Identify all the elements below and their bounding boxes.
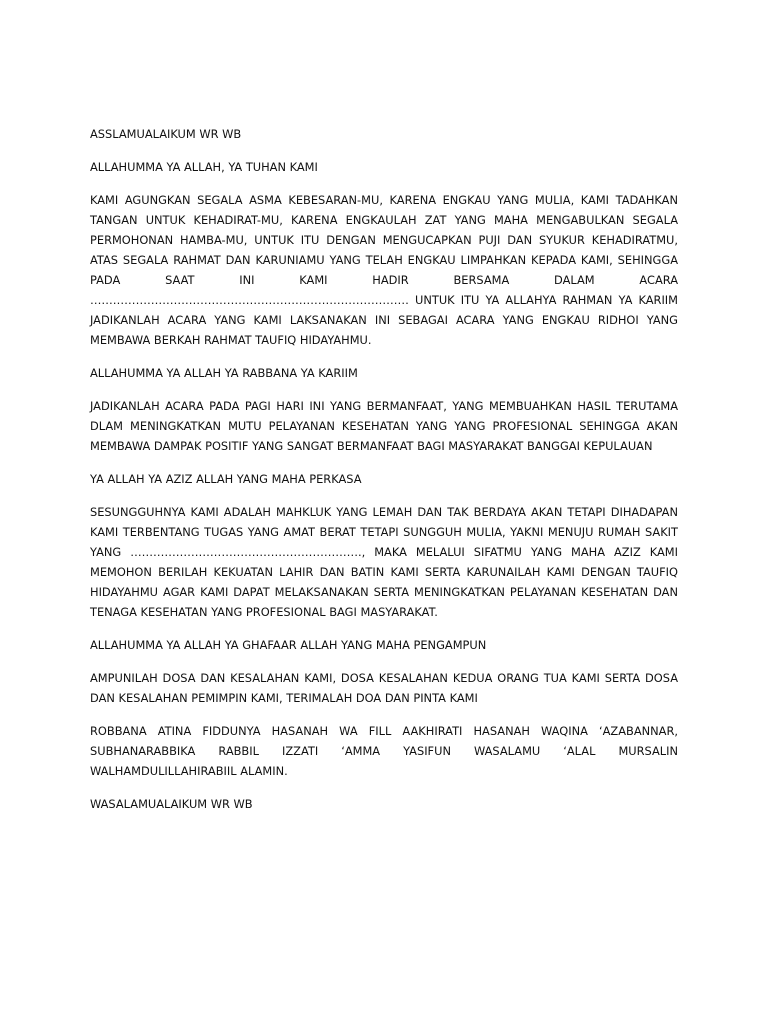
greeting-closing: WASALAMUALAIKUM WR WB <box>90 797 253 811</box>
prayer-paragraph-4: AMPUNILAH DOSA DAN KESALAHAN KAMI, DOSA KESALAHAN KEDUA ORANG TUA KAMI SERTA DOSA DAN KESALAHAN PEMIMPIN KAMI, TERIMALAH DOA DAN PINTA KAMI <box>90 671 678 705</box>
prayer-paragraph-2: JADIKANLAH ACARA PADA PAGI HARI INI YANG BERMANFAAT, YANG MEMBUAHKAN HASIL TERUTAMA DLAM MENINGKATKAN MUTU PELAYANAN KESEHATAN YANG YANG PROFESIONAL SEHINGGA AKAN MEMBAWA DAMPAK POSITIF YANG SANGAT BERMANFAAT BAGI MASYARAKAT BANGGAI KEPULAUAN <box>90 399 678 453</box>
greeting-opening: ASSLAMUALAIKUM WR WB <box>90 127 242 141</box>
document-page <box>90 124 678 827</box>
invocation-heading-4: ALLAHUMMA YA ALLAH YA GHAFAAR ALLAH YANG MAHA PENGAMPUN <box>90 638 487 652</box>
prayer-paragraph-1: KAMI AGUNGKAN SEGALA ASMA KEBESARAN-MU, KARENA ENGKAU YANG MULIA, KAMI TADAHKAN TANGAN UNTUK KEHADIRAT-MU, KARENA ENGKAULAH ZAT YANG MAHA MENGABULKAN SEGALA PERMOHONAN HAMBA-MU, UNTUK ITU DENGAN MENGUCAPKAN PUJI DAN SYUKUR KEHADIRATMU, ATAS SEGALA RAHMAT DAN KARUNIAMU YANG TELAH ENGKAU LIMPAHKAN KEPADA KAMI, SEHINGGA PADA SAAT INI KAMI HADIR BERSAMA DALAM ACARA ………………………………………………………………………… UNTUK ITU YA ALLAHYA RAHMAN YA KARIIM JADIKANLAH ACARA YANG KAMI LAKSANAKAN INI SEBAGAI ACARA YANG ENGKAU RIDHOI YANG MEMBAWA BERKAH RAHMAT TAUFIQ HIDAYAHMU. <box>90 193 678 347</box>
invocation-heading-2: ALLAHUMMA YA ALLAH YA RABBANA YA KARIIM <box>90 366 358 380</box>
prayer-paragraph-3: SESUNGGUHNYA KAMI ADALAH MAHKLUK YANG LEMAH DAN TAK BERDAYA AKAN TETAPI DIHADAPAN KAMI TERBENTANG TUGAS YANG AMAT BERAT TETAPI SUNGGUH MULIA, YAKNI MENUJU RUMAH SAKIT YANG ……………………………………………………., MAKA MELALUI SIFATMU YANG MAHA AZIZ KAMI MEMOHON BERILAH KEKUATAN LAHIR DAN BATIN KAMI SERTA KARUNAILAH KAMI DENGAN TAUFIQ HIDAYAHMU AGAR KAMI DAPAT MELAKSANAKAN SERTA MENINGKATKAN PELAYANAN KESEHATAN DAN TENAGA KESEHATAN YANG PROFESIONAL BAGI MASYARAKAT. <box>90 505 678 619</box>
prayer-paragraph-5: ROBBANA ATINA FIDDUNYA HASANAH WA FILL AAKHIRATI HASANAH WAQINA ‘AZABANNAR, SUBHANARABBIKA RABBIL IZZATI ‘AMMA YASIFUN WASALAMU ‘ALAL MURSALIN WALHAMDULILLAHIRABIIL ALAMIN. <box>90 724 678 778</box>
invocation-heading-3: YA ALLAH YA AZIZ ALLAH YANG MAHA PERKASA <box>90 472 362 486</box>
invocation-heading-1: ALLAHUMMA YA ALLAH, YA TUHAN KAMI <box>90 160 318 174</box>
